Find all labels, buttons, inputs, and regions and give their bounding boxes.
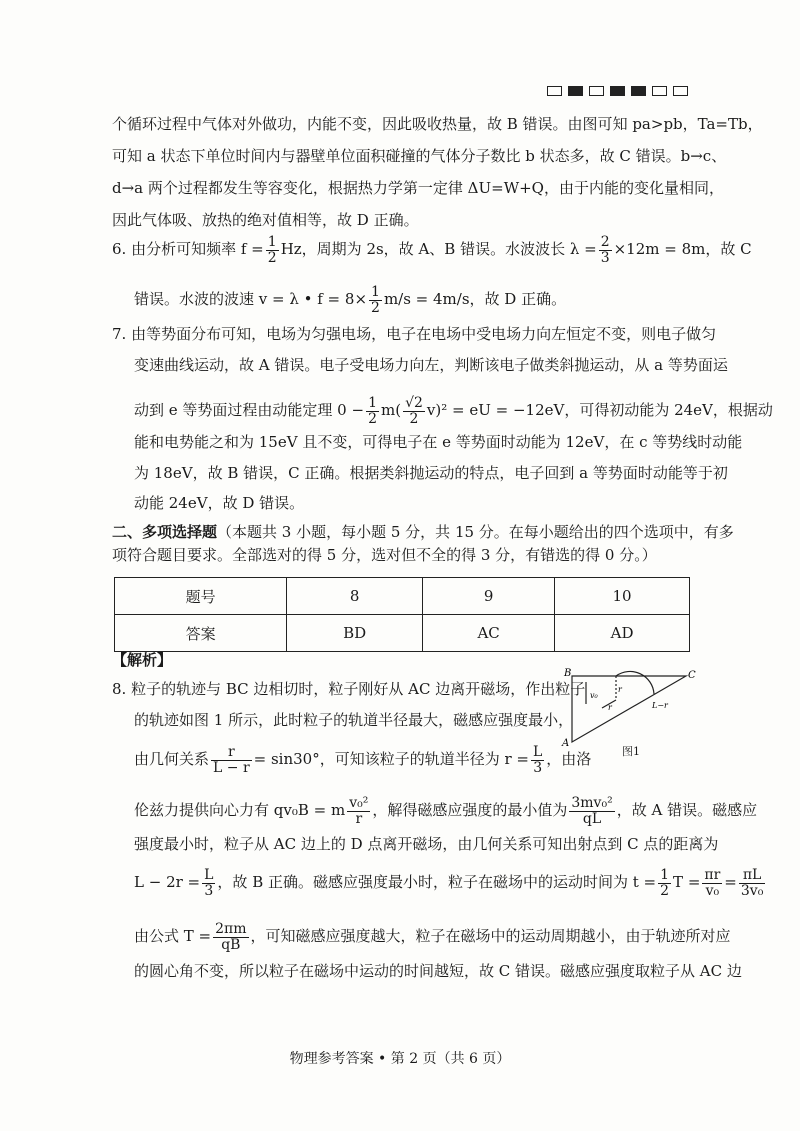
page-mark-box: [652, 86, 667, 96]
table-cell: AC: [423, 615, 555, 652]
section-2-text: （本题共 3 小题，每小题 5 分，共 15 分。在每小题给出的四个选项中，有多: [217, 523, 734, 541]
q7-line-3: [134, 396, 773, 426]
label-a: A: [562, 738, 570, 748]
q7-text: m(: [380, 401, 402, 420]
q8-line-4: [134, 796, 757, 826]
q5-line-2: 可知 a 状态下单位时间内与器壁单位面积碰撞的气体分子数比 b 状态多，故 C 错误。b→c、: [112, 147, 727, 165]
fraction: $\frac{L}{3}$: [204, 867, 214, 899]
table-cell: 答案: [115, 615, 287, 652]
q7-line-1: [112, 322, 716, 346]
q7-line-4: 能和电势能之和为 15eV 且不变，可得电子在 e 等势面时动能为 12eV，在 c 等势线时动能: [134, 433, 743, 451]
q6-text: ×12m = 8m，故 C: [613, 240, 752, 259]
page-mark-box: [631, 86, 646, 96]
fraction: $\frac{r}{L - r}$: [213, 744, 250, 776]
q8-line-2: 的轨迹如图 1 所示，此时粒子的轨道半径最大，磁感应强度最小，: [134, 711, 574, 729]
q6-text: Hz，周期为 2s，故 A、B 错误。水波波长 λ =: [280, 240, 597, 259]
fraction: $\frac{\pi L}{\text{3v₀}}$: [740, 867, 764, 899]
q8-text: 伦兹力提供向心力有 qv₀B = m: [134, 801, 346, 820]
q8-text: ，由洛: [546, 750, 592, 769]
q5-line-3: d→a 两个过程都发生等容变化，根据热力学第一定律 ΔU=W+Q，由于内能的变化量相同，: [112, 179, 724, 197]
q8-line-7: [134, 922, 731, 952]
fraction: $\frac{√2}{2}$: [405, 395, 423, 427]
section-2-line-2: 项符合题目要求。全部选对的得 5 分，选对但不全的得 3 分，有错选的得 0 分。）: [112, 546, 657, 564]
page-marks: [547, 86, 688, 96]
fraction: $\frac{2\pi m}{qB}$: [215, 921, 247, 953]
q8-line-1: [112, 677, 585, 701]
q8-line-3: [134, 745, 591, 775]
figure-1-diagram: [556, 664, 696, 748]
q7-text: 由等势面分布可知，电场为匀强电场，电子在电场中受电场力向左恒定不变，则电子做匀: [131, 325, 717, 343]
table-cell: 9: [423, 578, 555, 615]
label-c: C: [688, 670, 696, 681]
table-row: [115, 578, 690, 615]
q7-number: 7.: [112, 325, 127, 343]
table-row: [115, 615, 690, 652]
q8-text: ，解得磁感应强度的最小值为: [372, 801, 568, 820]
fraction: $\frac{\pi r}{\text{v₀}}$: [704, 867, 721, 899]
page-footer: 物理参考答案 • 第 2 页（共 6 页）: [289, 1051, 511, 1067]
q8-line-6: [134, 868, 767, 898]
fraction: $\frac{2}{3}$: [600, 234, 610, 266]
table-cell: BD: [287, 615, 423, 652]
fraction: $\frac{\text{v₀²}}{r}$: [349, 795, 369, 827]
label-b: B: [564, 668, 572, 679]
q8-text: ，故 A 错误。磁感应: [616, 801, 758, 820]
q5-line-4: 因此气体吸、放热的绝对值相等，故 D 正确。: [112, 211, 419, 229]
answer-table: [114, 577, 690, 652]
q6-number: 6.: [112, 240, 127, 259]
table-cell: 题号: [115, 578, 287, 615]
q8-text: ，故 B 正确。磁感应强度最小时，粒子在磁场中的运动时间为 t =: [217, 873, 657, 892]
q6-line-1: [112, 235, 752, 265]
label-l-minus-r: L−r: [652, 701, 668, 710]
q6-text: m/s = 4m/s，故 D 正确。: [383, 290, 567, 309]
page-mark-box: [673, 86, 688, 96]
page-mark-box: [568, 86, 583, 96]
q8-number: 8.: [112, 680, 127, 698]
fraction: $\frac{L}{3}$: [533, 744, 543, 776]
section-2-line-1: [112, 520, 734, 544]
q6-text: 错误。水波的波速 v = λ • f = 8×: [134, 290, 368, 309]
page-mark-box: [589, 86, 604, 96]
table-cell: 10: [555, 578, 690, 615]
fraction: $\frac{1}{2}$: [371, 284, 380, 316]
fraction: $\frac{1}{2}$: [267, 234, 277, 266]
q5-line-1: 个循环过程中气体对外做功，内能不变，因此吸收热量，故 B 错误。由图可知 pa>pb，Ta=Tb，: [112, 115, 763, 133]
q7-text: 动到 e 等势面过程由动能定理 0 −: [134, 401, 365, 420]
fraction: $\frac{1}{2}$: [368, 395, 377, 427]
label-r: r: [618, 685, 622, 694]
analysis-label: 【解析】: [112, 651, 173, 669]
q8-text: 由公式 T =: [134, 927, 212, 946]
q6-line-2: [134, 285, 566, 315]
q8-text: T =: [673, 873, 701, 892]
q7-text: v)² = eU = −12eV，可得初动能为 24eV，根据动: [426, 401, 773, 420]
label-v0: v₀: [590, 691, 598, 700]
q8-text: L − 2r =: [134, 873, 201, 892]
figure-1-caption: 图1: [622, 745, 640, 758]
section-2-title: 二、多项选择题: [112, 523, 218, 541]
q7-line-6: 动能 24eV，故 D 错误。: [134, 494, 305, 512]
q8-line-8: 的圆心角不变，所以粒子在磁场中运动的时间越短，故 C 错误。磁感应强度取粒子从 AC 边: [134, 962, 742, 980]
q7-line-2: 变速曲线运动，故 A 错误。电子受电场力向左，判断该电子做类斜抛运动，从 a 等势面运: [134, 356, 728, 374]
label-r: r: [608, 703, 612, 712]
table-cell: AD: [555, 615, 690, 652]
fraction: $\frac{1}{2}$: [660, 867, 670, 899]
fraction: $\frac{\text{3mv₀²}}{qL}$: [571, 795, 613, 827]
q8-text: = sin30°，可知该粒子的轨道半径为 r =: [253, 750, 529, 769]
q8-line-5: 强度最小时，粒子从 AC 边上的 D 点离开磁场，由几何关系可知出射点到 C 点的距离为: [134, 835, 719, 853]
q7-line-5: 为 18eV，故 B 错误，C 正确。根据类斜抛运动的特点，电子回到 a 等势面时动能等于初: [134, 464, 728, 482]
triangle-abc: [572, 676, 686, 742]
page-mark-box: [610, 86, 625, 96]
table-cell: 8: [287, 578, 423, 615]
q8-text: 粒子的轨迹与 BC 边相切时，粒子刚好从 AC 边离开磁场，作出粒子: [131, 680, 586, 698]
q6-text: 由分析可知频率 f =: [131, 240, 264, 259]
page-mark-box: [547, 86, 562, 96]
q8-text: 由几何关系: [134, 750, 210, 769]
q8-text: =: [724, 873, 737, 892]
q8-text: ，可知磁感应强度越大，粒子在磁场中的运动周期越小，由于轨迹所对应: [250, 927, 731, 946]
